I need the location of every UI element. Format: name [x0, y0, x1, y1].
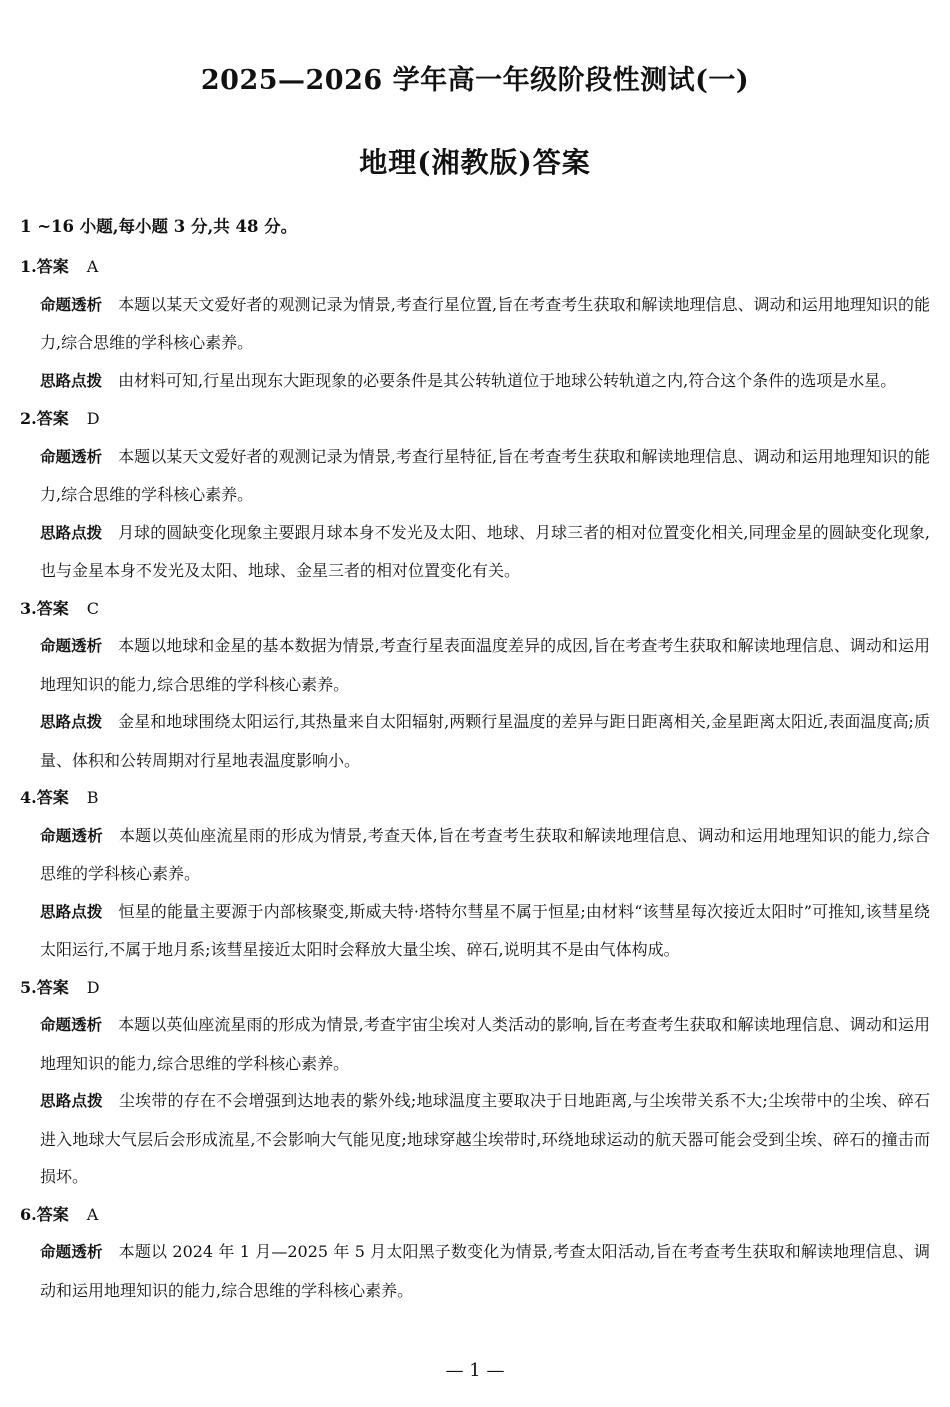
answer-line [20, 779, 930, 817]
hint-paragraph [40, 362, 930, 401]
analysis-paragraph [40, 627, 930, 703]
question-number: 6. [20, 1204, 37, 1224]
answer-choice: D [86, 409, 100, 428]
analysis-paragraph [40, 286, 930, 362]
hint-paragraph [40, 703, 930, 779]
analysis-label: 命题透析 [40, 1016, 103, 1034]
answer-line [20, 590, 930, 628]
analysis-paragraph [40, 817, 930, 893]
analysis-paragraph [40, 1233, 930, 1309]
answer-choice: C [86, 598, 99, 618]
analysis-text: 本题以 2024 年 1 月—2025 年 5 月太阳黑子数变化为情景,考查太阳活动,旨在考查考生获取和解读地理信息、调动和运用地理知识的能力,综合思维的学科核心素养。 [40, 1242, 930, 1300]
answer-line [20, 400, 930, 438]
analysis-label: 命题透析 [40, 826, 103, 845]
hint-label: 思路点拨 [40, 523, 103, 542]
page-number: — 1 — [445, 1360, 505, 1381]
hint-text: 金星和地球围绕太阳运行,其热量来自太阳辐射,两颗行星温度的差异与距日距离相关,金星距离太阳近,表面温度高;质量、体积和公转周期对行星地表温度影响小。 [40, 712, 930, 770]
answer-line [20, 248, 930, 286]
question-block [20, 969, 930, 1196]
analysis-text: 本题以英仙座流星雨的形成为情景,考查天体,旨在考查考生获取和解读地理信息、调动和运用地理知识的能力,综合思维的学科核心素养。 [40, 825, 930, 883]
question-block [20, 400, 930, 590]
question-block [20, 1196, 930, 1310]
answer-line [20, 1196, 930, 1234]
answer-label: 答案 [36, 598, 69, 618]
analysis-label: 命题透析 [40, 295, 103, 314]
answer-label: 答案 [36, 257, 69, 276]
analysis-paragraph [40, 1006, 930, 1082]
answer-line [20, 969, 930, 1007]
analysis-paragraph [40, 438, 930, 514]
question-block [20, 779, 930, 969]
analysis-text: 本题以英仙座流星雨的形成为情景,考查宇宙尘埃对人类活动的影响,旨在考查考生获取和解读地理信息、调动和运用地理知识的能力,综合思维的学科核心素养。 [40, 1015, 930, 1073]
hint-label: 思路点拨 [40, 371, 103, 390]
answer-label: 答案 [36, 977, 69, 997]
scoring-intro: 1 ~16 小题,每小题 3 分,共 48 分。 [20, 217, 298, 236]
hint-label: 思路点拨 [40, 1092, 103, 1110]
hint-text: 恒星的能量主要源于内部核聚变,斯威夫特·塔特尔彗星不属于恒星;由材料“该彗星每次接近太阳时”可推知,该彗星绕太阳运行,不属于地月系;该彗星接近太阳时会释放大量尘埃、碎石,说明其不是由气体构成。 [40, 901, 930, 959]
hint-paragraph [40, 514, 930, 590]
answer-choice: A [86, 257, 99, 276]
question-number: 4. [20, 788, 37, 807]
analysis-text: 本题以地球和金星的基本数据为情景,考查行星表面温度差异的成因,旨在考查考生获取和解读地理信息、调动和运用地理知识的能力,综合思维的学科核心素养。 [40, 636, 930, 694]
answer-choice: A [86, 1204, 99, 1224]
hint-paragraph [40, 893, 930, 969]
question-number: 3. [20, 598, 37, 618]
hint-paragraph [40, 1082, 930, 1196]
answer-label: 答案 [36, 1204, 69, 1224]
analysis-label: 命题透析 [40, 1243, 103, 1261]
analysis-label: 命题透析 [40, 447, 103, 466]
analysis-label: 命题透析 [40, 637, 103, 655]
question-number: 2. [20, 409, 37, 428]
exam-title: 2025—2026 学年高一年级阶段性测试(一) [200, 65, 750, 96]
hint-text: 尘埃带的存在不会增强到达地表的紫外线;地球温度主要取决于日地距离,与尘埃带关系不大;尘埃带中的尘埃、碎石进入地球大气层后会形成流星,不会影响大气能见度;地球穿越尘埃带时,环绕地球运动的航天器可能会受到尘埃、碎石的撞击而损坏。 [40, 1091, 930, 1186]
hint-label: 思路点拨 [40, 902, 103, 921]
question-block [20, 590, 930, 780]
question-number: 1. [20, 257, 37, 276]
answer-label: 答案 [36, 788, 69, 807]
answer-label: 答案 [36, 409, 69, 428]
answer-choice: D [86, 977, 100, 997]
question-block [20, 248, 930, 400]
hint-text: 月球的圆缺变化现象主要跟月球本身不发光及太阳、地球、月球三者的相对位置变化相关,同理金星的圆缺变化现象,也与金星本身不发光及太阳、地球、金星三者的相对位置变化有关。 [40, 522, 930, 580]
hint-label: 思路点拨 [40, 713, 103, 731]
question-number: 5. [20, 977, 37, 997]
hint-text: 由材料可知,行星出现东大距现象的必要条件是其公转轨道位于地球公转轨道之内,符合这个条件的选项是水星。 [118, 370, 897, 390]
analysis-text: 本题以某天文爱好者的观测记录为情景,考查行星特征,旨在考查考生获取和解读地理信息、调动和运用地理知识的能力,综合思维的学科核心素养。 [40, 446, 930, 504]
answer-key-subtitle: 地理(湘教版)答案 [359, 146, 591, 179]
questions-list [20, 248, 930, 1309]
answer-choice: B [86, 788, 99, 807]
analysis-text: 本题以某天文爱好者的观测记录为情景,考查行星位置,旨在考查考生获取和解读地理信息、调动和运用地理知识的能力,综合思维的学科核心素养。 [40, 294, 930, 352]
